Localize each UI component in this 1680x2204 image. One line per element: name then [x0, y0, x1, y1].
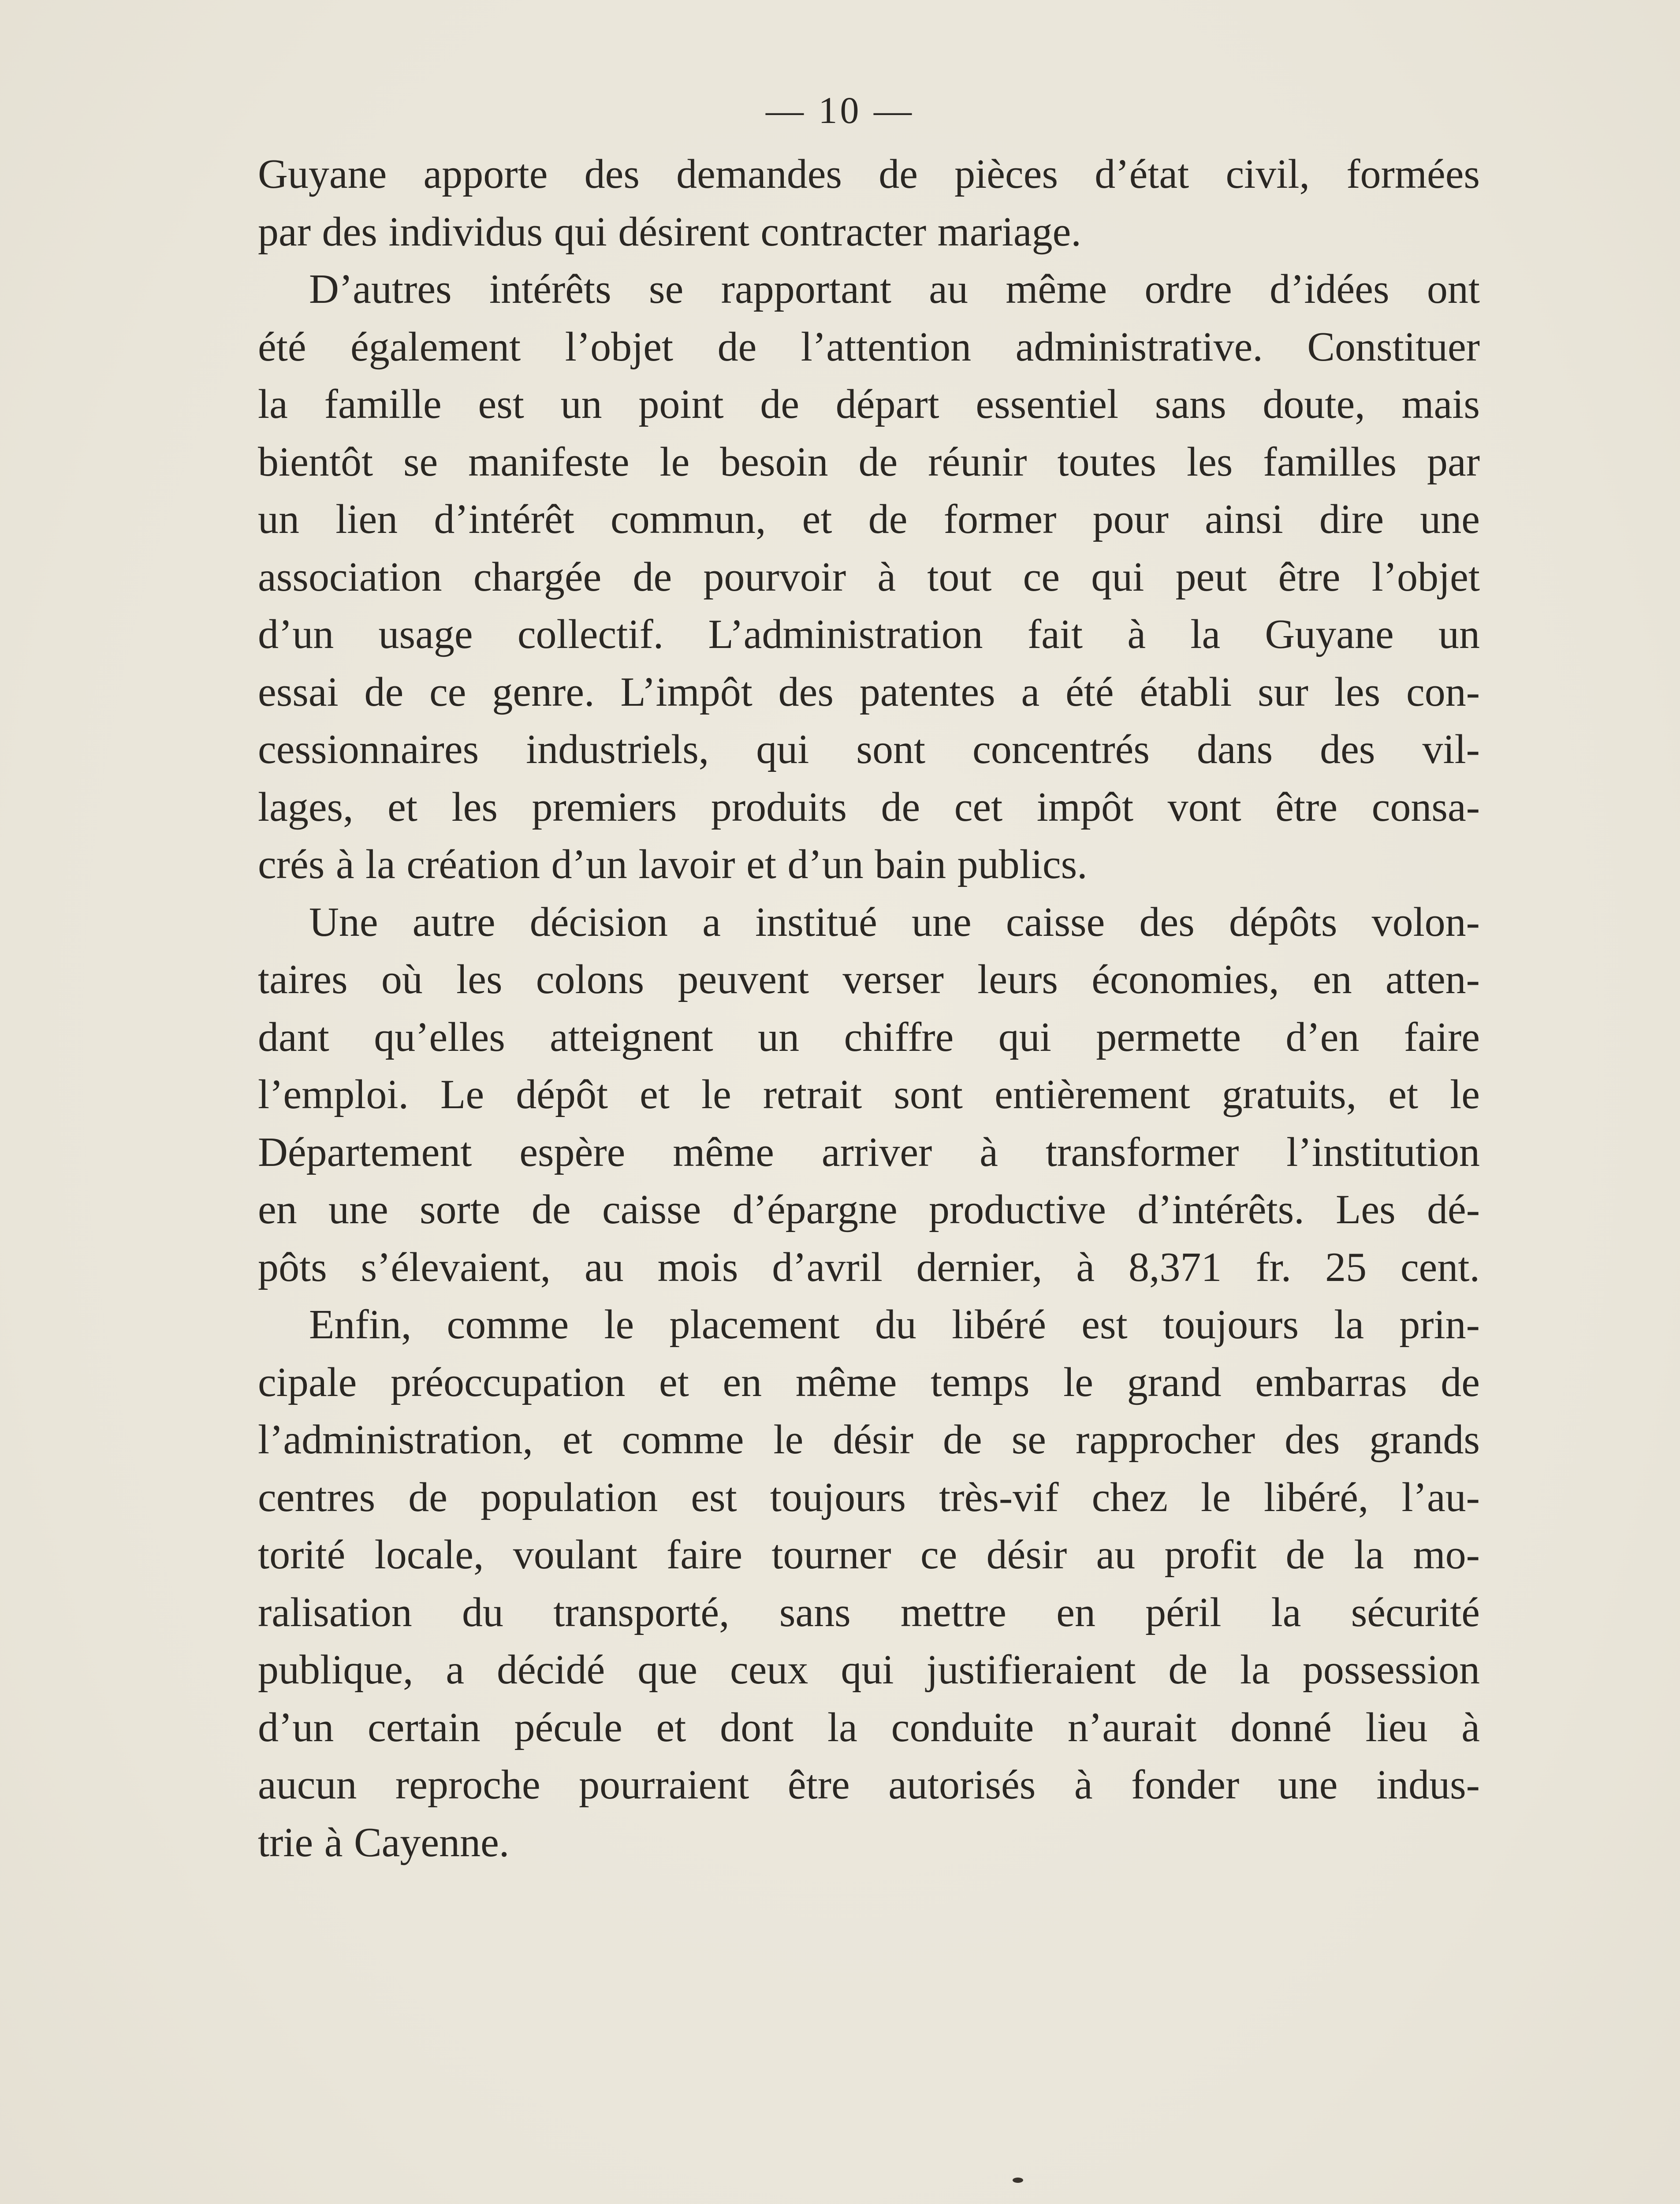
- text-line: cessionnaires industriels, qui sont concentrés dans des vil-: [258, 726, 1480, 772]
- text-line: pôts s’élevaient, au mois d’avril dernier, à 8,371 fr. 25 cent.: [258, 1244, 1480, 1290]
- text-line: taires où les colons peuvent verser leurs économies, en atten-: [258, 957, 1480, 1002]
- text-line: Guyane apporte des demandes de pièces d’état civil, formées: [258, 151, 1480, 197]
- text-line: D’autres intérêts se rapportant au même ordre d’idées ont: [309, 266, 1480, 312]
- text-line: cipale préoccupation et en même temps le grand embarras de: [258, 1359, 1480, 1405]
- text-line: bientôt se manifeste le besoin de réunir toutes les familles par: [258, 439, 1480, 485]
- text-line: Une autre décision a institué une caisse des dépôts volon-: [309, 899, 1480, 945]
- text-line: Enfin, comme le placement du libéré est toujours la prin-: [309, 1302, 1480, 1348]
- text-line: aucun reproche pourraient être autorisés à fonder une indus-: [258, 1762, 1480, 1808]
- text-line: d’un certain pécule et dont la conduite n’aurait donné lieu à: [258, 1704, 1480, 1750]
- text-line: publique, a décidé que ceux qui justifieraient de la possession: [258, 1647, 1480, 1693]
- text-line: crés à la création d’un lavoir et d’un bain publics.: [258, 841, 1088, 887]
- text-line: trie à Cayenne.: [258, 1819, 510, 1865]
- text-line: la famille est un point de départ essentiel sans doute, mais: [258, 381, 1480, 427]
- text-line: l’emploi. Le dépôt et le retrait sont entièrement gratuits, et le: [258, 1072, 1480, 1117]
- paper-speck: [1013, 2178, 1023, 2183]
- text-line: l’administration, et comme le désir de se rapprocher des grands: [258, 1417, 1480, 1463]
- body-text: [258, 145, 1480, 1871]
- text-line: essai de ce genre. L’impôt des patentes a été établi sur les con-: [258, 669, 1480, 715]
- text-line: lages, et les premiers produits de cet impôt vont être consa-: [258, 784, 1480, 830]
- text-line: un lien d’intérêt commun, et de former pour ainsi dire une: [258, 496, 1480, 542]
- text-line: association chargée de pourvoir à tout ce qui peut être l’objet: [258, 554, 1480, 600]
- text-line: en une sorte de caisse d’épargne productive d’intérêts. Les dé-: [258, 1187, 1480, 1232]
- text-line: ralisation du transporté, sans mettre en péril la sécurité: [258, 1589, 1480, 1635]
- page-number: — 10 —: [766, 89, 914, 131]
- text-line: d’un usage collectif. L’administration fait à la Guyane un: [258, 611, 1480, 657]
- text-line: par des individus qui désirent contracter mariage.: [258, 208, 1081, 255]
- text-line: été également l’objet de l’attention administrative. Constituer: [258, 324, 1480, 370]
- text-line: centres de population est toujours très-vif chez le libéré, l’au-: [258, 1474, 1480, 1520]
- text-line: Département espère même arriver à transformer l’institution: [258, 1129, 1480, 1175]
- text-line: torité locale, voulant faire tourner ce désir au profit de la mo-: [258, 1532, 1480, 1578]
- text-line: dant qu’elles atteignent un chiffre qui permette d’en faire: [258, 1014, 1480, 1060]
